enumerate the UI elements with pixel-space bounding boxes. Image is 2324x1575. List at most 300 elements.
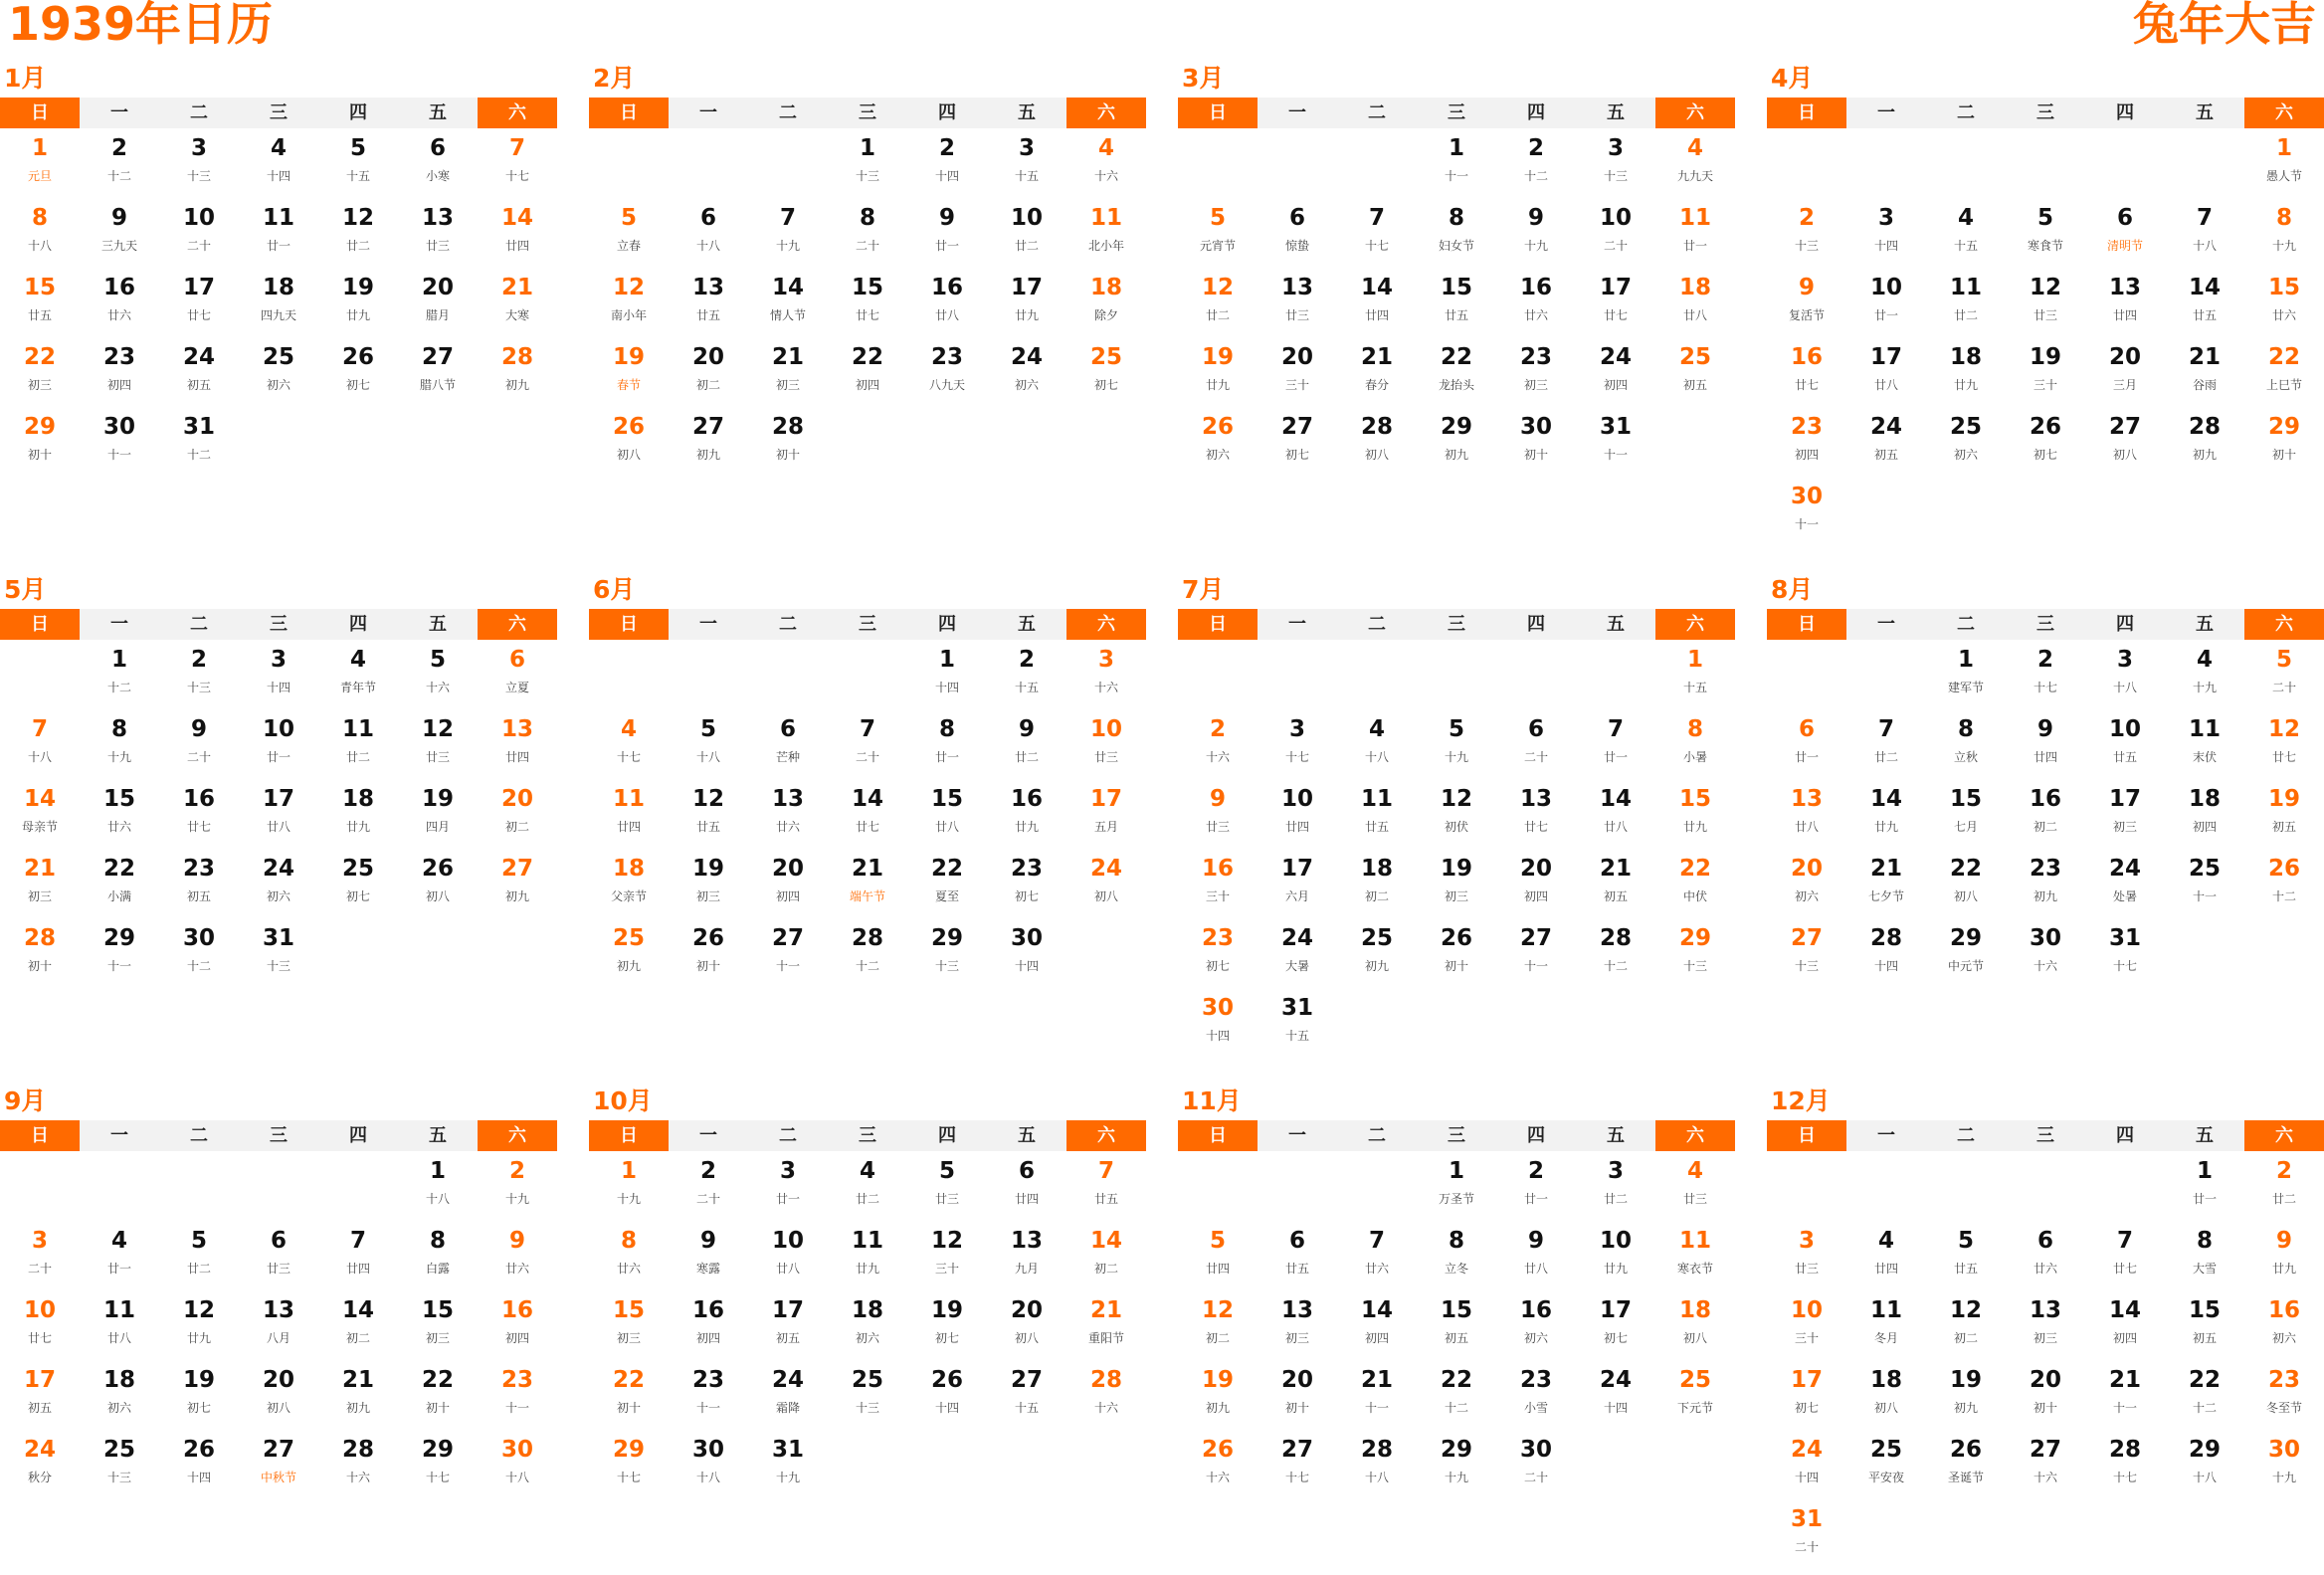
day-cell[interactable] [907,134,987,204]
day-cell[interactable] [2165,646,2244,715]
day-cell[interactable] [2165,1157,2244,1227]
day-cell[interactable] [398,343,478,413]
day-cell[interactable] [1926,343,2006,413]
day-cell[interactable] [669,1157,748,1227]
day-cell[interactable] [1066,204,1146,274]
day-cell[interactable] [239,785,318,855]
day-cell[interactable] [748,1157,828,1227]
day-cell[interactable] [1655,646,1735,715]
day-cell[interactable] [1066,646,1146,715]
day-cell[interactable] [2165,1227,2244,1296]
day-cell[interactable] [398,785,478,855]
day-cell[interactable] [398,855,478,924]
day-cell[interactable] [748,343,828,413]
day-cell[interactable] [318,1296,398,1366]
day-cell[interactable] [1767,1296,1846,1366]
day-cell[interactable] [398,1296,478,1366]
day-cell[interactable] [907,646,987,715]
day-cell[interactable] [1417,785,1496,855]
day-cell[interactable] [1066,855,1146,924]
day-cell[interactable] [987,1157,1066,1227]
day-cell[interactable] [1496,134,1576,204]
day-cell[interactable] [1576,785,1655,855]
day-cell[interactable] [318,204,398,274]
day-cell[interactable] [907,855,987,924]
day-cell[interactable] [1258,204,1337,274]
day-cell[interactable] [1337,1227,1417,1296]
day-cell[interactable] [1178,343,1258,413]
day-cell[interactable] [907,1366,987,1436]
day-cell[interactable] [1496,1436,1576,1505]
day-cell[interactable] [318,1366,398,1436]
day-cell[interactable] [748,1436,828,1505]
day-cell[interactable] [239,274,318,343]
day-cell[interactable] [478,715,557,785]
day-cell[interactable] [1846,1296,1926,1366]
day-cell[interactable] [2244,343,2324,413]
day-cell[interactable] [318,274,398,343]
day-cell[interactable] [0,1296,80,1366]
day-cell[interactable] [1576,1227,1655,1296]
day-cell[interactable] [1417,204,1496,274]
day-cell[interactable] [987,715,1066,785]
day-cell[interactable] [669,785,748,855]
day-cell[interactable] [1767,785,1846,855]
day-cell[interactable] [159,413,239,483]
day-cell[interactable] [398,1227,478,1296]
day-cell[interactable] [318,1436,398,1505]
day-cell[interactable] [2244,1296,2324,1366]
day-cell[interactable] [159,1366,239,1436]
day-cell[interactable] [1066,715,1146,785]
day-cell[interactable] [2244,134,2324,204]
day-cell[interactable] [828,1296,907,1366]
day-cell[interactable] [478,134,557,204]
day-cell[interactable] [80,343,159,413]
day-cell[interactable] [1926,785,2006,855]
day-cell[interactable] [589,715,669,785]
day-cell[interactable] [0,785,80,855]
day-cell[interactable] [398,1436,478,1505]
day-cell[interactable] [159,924,239,994]
day-cell[interactable] [1496,413,1576,483]
day-cell[interactable] [2006,204,2085,274]
day-cell[interactable] [2006,1366,2085,1436]
day-cell[interactable] [239,343,318,413]
day-cell[interactable] [1178,1366,1258,1436]
day-cell[interactable] [159,274,239,343]
day-cell[interactable] [1417,855,1496,924]
day-cell[interactable] [1496,1157,1576,1227]
day-cell[interactable] [589,1436,669,1505]
day-cell[interactable] [1258,1366,1337,1436]
day-cell[interactable] [2085,646,2165,715]
day-cell[interactable] [669,715,748,785]
day-cell[interactable] [398,715,478,785]
day-cell[interactable] [1258,1436,1337,1505]
day-cell[interactable] [987,343,1066,413]
day-cell[interactable] [1417,1366,1496,1436]
day-cell[interactable] [318,1227,398,1296]
day-cell[interactable] [478,1366,557,1436]
day-cell[interactable] [2006,274,2085,343]
day-cell[interactable] [2006,715,2085,785]
day-cell[interactable] [1767,413,1846,483]
day-cell[interactable] [1926,274,2006,343]
day-cell[interactable] [159,715,239,785]
day-cell[interactable] [1846,1227,1926,1296]
day-cell[interactable] [589,785,669,855]
day-cell[interactable] [1178,1436,1258,1505]
day-cell[interactable] [1926,924,2006,994]
day-cell[interactable] [1926,1436,2006,1505]
day-cell[interactable] [239,134,318,204]
day-cell[interactable] [1767,855,1846,924]
day-cell[interactable] [1258,715,1337,785]
day-cell[interactable] [1767,1366,1846,1436]
day-cell[interactable] [828,204,907,274]
day-cell[interactable] [1767,483,1846,552]
day-cell[interactable] [1417,924,1496,994]
day-cell[interactable] [1926,1227,2006,1296]
day-cell[interactable] [2085,1436,2165,1505]
day-cell[interactable] [398,1366,478,1436]
day-cell[interactable] [159,204,239,274]
day-cell[interactable] [748,274,828,343]
day-cell[interactable] [2085,274,2165,343]
day-cell[interactable] [0,924,80,994]
day-cell[interactable] [748,855,828,924]
day-cell[interactable] [987,646,1066,715]
day-cell[interactable] [159,134,239,204]
day-cell[interactable] [2006,1436,2085,1505]
day-cell[interactable] [0,1436,80,1505]
day-cell[interactable] [828,1227,907,1296]
day-cell[interactable] [1926,855,2006,924]
day-cell[interactable] [2006,1296,2085,1366]
day-cell[interactable] [2006,1227,2085,1296]
day-cell[interactable] [1496,343,1576,413]
day-cell[interactable] [2085,413,2165,483]
day-cell[interactable] [1178,1296,1258,1366]
day-cell[interactable] [1496,1366,1576,1436]
day-cell[interactable] [1846,1436,1926,1505]
day-cell[interactable] [1178,413,1258,483]
day-cell[interactable] [398,204,478,274]
day-cell[interactable] [1258,994,1337,1064]
day-cell[interactable] [589,1296,669,1366]
day-cell[interactable] [1066,1157,1146,1227]
day-cell[interactable] [987,274,1066,343]
day-cell[interactable] [1337,1296,1417,1366]
day-cell[interactable] [1258,855,1337,924]
day-cell[interactable] [1655,134,1735,204]
day-cell[interactable] [589,1227,669,1296]
day-cell[interactable] [159,1436,239,1505]
day-cell[interactable] [1655,274,1735,343]
day-cell[interactable] [589,924,669,994]
day-cell[interactable] [1576,1157,1655,1227]
day-cell[interactable] [1926,204,2006,274]
day-cell[interactable] [2085,855,2165,924]
day-cell[interactable] [1178,994,1258,1064]
day-cell[interactable] [1767,1505,1846,1575]
day-cell[interactable] [1655,1157,1735,1227]
day-cell[interactable] [2244,413,2324,483]
day-cell[interactable] [1178,274,1258,343]
day-cell[interactable] [987,1296,1066,1366]
day-cell[interactable] [1258,1227,1337,1296]
day-cell[interactable] [2165,1436,2244,1505]
day-cell[interactable] [1337,413,1417,483]
day-cell[interactable] [80,1227,159,1296]
day-cell[interactable] [239,1436,318,1505]
day-cell[interactable] [1417,1436,1496,1505]
day-cell[interactable] [2165,1366,2244,1436]
day-cell[interactable] [80,715,159,785]
day-cell[interactable] [2085,1366,2165,1436]
day-cell[interactable] [1496,1296,1576,1366]
day-cell[interactable] [398,1157,478,1227]
day-cell[interactable] [1576,204,1655,274]
day-cell[interactable] [589,855,669,924]
day-cell[interactable] [318,785,398,855]
day-cell[interactable] [907,715,987,785]
day-cell[interactable] [1066,134,1146,204]
day-cell[interactable] [669,1366,748,1436]
day-cell[interactable] [748,413,828,483]
day-cell[interactable] [159,343,239,413]
day-cell[interactable] [1576,343,1655,413]
day-cell[interactable] [2165,274,2244,343]
day-cell[interactable] [398,274,478,343]
day-cell[interactable] [239,1296,318,1366]
day-cell[interactable] [1337,274,1417,343]
day-cell[interactable] [828,1366,907,1436]
day-cell[interactable] [1846,785,1926,855]
day-cell[interactable] [1655,785,1735,855]
day-cell[interactable] [1066,343,1146,413]
day-cell[interactable] [669,1436,748,1505]
day-cell[interactable] [80,1296,159,1366]
day-cell[interactable] [318,855,398,924]
day-cell[interactable] [1417,715,1496,785]
day-cell[interactable] [318,715,398,785]
day-cell[interactable] [1066,785,1146,855]
day-cell[interactable] [2244,1227,2324,1296]
day-cell[interactable] [669,1227,748,1296]
day-cell[interactable] [1767,343,1846,413]
day-cell[interactable] [0,343,80,413]
day-cell[interactable] [589,1366,669,1436]
day-cell[interactable] [1258,785,1337,855]
day-cell[interactable] [2085,924,2165,994]
day-cell[interactable] [1767,204,1846,274]
day-cell[interactable] [0,204,80,274]
day-cell[interactable] [1496,855,1576,924]
day-cell[interactable] [159,855,239,924]
day-cell[interactable] [987,855,1066,924]
day-cell[interactable] [1258,1296,1337,1366]
day-cell[interactable] [828,1157,907,1227]
day-cell[interactable] [478,646,557,715]
day-cell[interactable] [1767,274,1846,343]
day-cell[interactable] [318,134,398,204]
day-cell[interactable] [748,1227,828,1296]
day-cell[interactable] [1655,924,1735,994]
day-cell[interactable] [1767,924,1846,994]
day-cell[interactable] [2085,1296,2165,1366]
day-cell[interactable] [1417,1227,1496,1296]
day-cell[interactable] [478,855,557,924]
day-cell[interactable] [2006,413,2085,483]
day-cell[interactable] [1496,274,1576,343]
day-cell[interactable] [2165,785,2244,855]
day-cell[interactable] [0,413,80,483]
day-cell[interactable] [2006,855,2085,924]
day-cell[interactable] [80,646,159,715]
day-cell[interactable] [239,715,318,785]
day-cell[interactable] [1337,1436,1417,1505]
day-cell[interactable] [907,1157,987,1227]
day-cell[interactable] [478,274,557,343]
day-cell[interactable] [987,134,1066,204]
day-cell[interactable] [80,785,159,855]
day-cell[interactable] [80,1436,159,1505]
day-cell[interactable] [907,204,987,274]
day-cell[interactable] [1178,204,1258,274]
day-cell[interactable] [828,274,907,343]
day-cell[interactable] [2244,715,2324,785]
day-cell[interactable] [828,855,907,924]
day-cell[interactable] [589,343,669,413]
day-cell[interactable] [1846,274,1926,343]
day-cell[interactable] [2244,855,2324,924]
day-cell[interactable] [748,924,828,994]
day-cell[interactable] [2165,1296,2244,1366]
day-cell[interactable] [589,413,669,483]
day-cell[interactable] [1655,1366,1735,1436]
day-cell[interactable] [1337,204,1417,274]
day-cell[interactable] [2165,715,2244,785]
day-cell[interactable] [669,924,748,994]
day-cell[interactable] [2244,204,2324,274]
day-cell[interactable] [748,204,828,274]
day-cell[interactable] [1926,646,2006,715]
day-cell[interactable] [1258,924,1337,994]
day-cell[interactable] [1926,1296,2006,1366]
day-cell[interactable] [1576,1366,1655,1436]
day-cell[interactable] [1417,274,1496,343]
day-cell[interactable] [828,924,907,994]
day-cell[interactable] [987,1227,1066,1296]
day-cell[interactable] [1846,343,1926,413]
day-cell[interactable] [2006,343,2085,413]
day-cell[interactable] [478,204,557,274]
day-cell[interactable] [159,785,239,855]
day-cell[interactable] [478,1296,557,1366]
day-cell[interactable] [318,646,398,715]
day-cell[interactable] [1655,343,1735,413]
day-cell[interactable] [907,924,987,994]
day-cell[interactable] [2244,785,2324,855]
day-cell[interactable] [828,134,907,204]
day-cell[interactable] [748,1366,828,1436]
day-cell[interactable] [669,1296,748,1366]
day-cell[interactable] [1655,715,1735,785]
day-cell[interactable] [1926,413,2006,483]
day-cell[interactable] [80,204,159,274]
day-cell[interactable] [907,343,987,413]
day-cell[interactable] [2244,274,2324,343]
day-cell[interactable] [1846,924,1926,994]
day-cell[interactable] [1926,715,2006,785]
day-cell[interactable] [80,274,159,343]
day-cell[interactable] [1496,785,1576,855]
day-cell[interactable] [1337,785,1417,855]
day-cell[interactable] [239,204,318,274]
day-cell[interactable] [987,924,1066,994]
day-cell[interactable] [1066,1366,1146,1436]
day-cell[interactable] [1655,1296,1735,1366]
day-cell[interactable] [669,855,748,924]
day-cell[interactable] [907,785,987,855]
day-cell[interactable] [1066,1296,1146,1366]
day-cell[interactable] [1576,715,1655,785]
day-cell[interactable] [669,413,748,483]
day-cell[interactable] [398,646,478,715]
day-cell[interactable] [1417,413,1496,483]
day-cell[interactable] [1846,413,1926,483]
day-cell[interactable] [0,715,80,785]
day-cell[interactable] [0,274,80,343]
day-cell[interactable] [2165,413,2244,483]
day-cell[interactable] [907,1227,987,1296]
day-cell[interactable] [907,274,987,343]
day-cell[interactable] [2244,646,2324,715]
day-cell[interactable] [1066,1227,1146,1296]
day-cell[interactable] [1576,1296,1655,1366]
day-cell[interactable] [1337,855,1417,924]
day-cell[interactable] [1846,855,1926,924]
day-cell[interactable] [1258,274,1337,343]
day-cell[interactable] [589,1157,669,1227]
day-cell[interactable] [1178,1227,1258,1296]
day-cell[interactable] [1655,204,1735,274]
day-cell[interactable] [589,274,669,343]
day-cell[interactable] [907,1296,987,1366]
day-cell[interactable] [2085,204,2165,274]
day-cell[interactable] [748,715,828,785]
day-cell[interactable] [987,204,1066,274]
day-cell[interactable] [748,785,828,855]
day-cell[interactable] [1496,715,1576,785]
day-cell[interactable] [1178,855,1258,924]
day-cell[interactable] [478,343,557,413]
day-cell[interactable] [1178,715,1258,785]
day-cell[interactable] [1576,413,1655,483]
day-cell[interactable] [0,1366,80,1436]
day-cell[interactable] [2006,924,2085,994]
day-cell[interactable] [828,785,907,855]
day-cell[interactable] [239,924,318,994]
day-cell[interactable] [239,646,318,715]
day-cell[interactable] [80,924,159,994]
day-cell[interactable] [1655,1227,1735,1296]
day-cell[interactable] [1576,924,1655,994]
day-cell[interactable] [2006,785,2085,855]
day-cell[interactable] [1576,134,1655,204]
